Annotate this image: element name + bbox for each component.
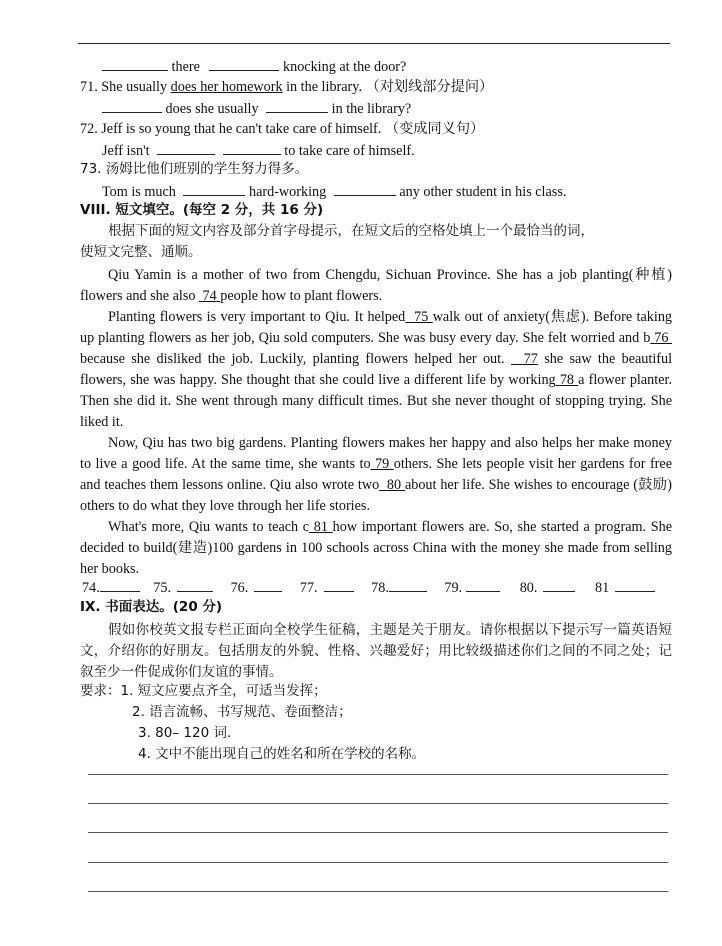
q72-hint: （变成同义句） <box>384 121 485 137</box>
q71-answer-word-2: in the library? <box>331 101 412 117</box>
section-8-instruction-1: 根据下面的短文内容及部分首字母提示，在短文后的空格处填上一个最恰当的词， <box>108 223 594 239</box>
q71-answer-word-1: does she usually <box>165 101 259 117</box>
requirement-2: 2. 语言流畅、书写规范、卷面整洁； <box>132 704 352 720</box>
requirement-3: 3. 80– 120 词. <box>138 725 232 741</box>
q72-answer-word-2: to take care of himself. <box>284 143 415 159</box>
q71-underlined-part: does her homework <box>170 79 283 95</box>
q73-text: 汤姆比他们班别的学生努力得多。 <box>105 161 309 177</box>
question-number: 73. <box>80 161 102 177</box>
q72-answer-word-1: Jeff isn't <box>102 143 150 159</box>
p1-text-a: Qiu Yamin is a mother of two from Chengdu, Sichuan Province. She has a job planting(种植) flowers and she also <box>80 267 672 304</box>
q73-answer-word-1: Tom is much <box>102 184 176 200</box>
writing-line[interactable] <box>88 832 668 833</box>
q73-answer-word-3: any other student in his class. <box>399 184 567 200</box>
answer-blank-78[interactable] <box>389 579 427 592</box>
blank-74[interactable]: 74 <box>202 288 217 304</box>
q71-answer-line <box>102 100 411 117</box>
answer-blank-76[interactable] <box>254 579 282 592</box>
p4-text-c: how important flowers are. So, she started a program. She decided to build(建造)100 gardens in 100 schools across China with the money she made from selling her books. <box>80 519 673 577</box>
p3-text-d: about her life. She wishes to encourage (鼓励) others to do what they love through her life stories. <box>80 477 672 514</box>
passage-paragraph-3 <box>80 433 672 517</box>
question-number: 72. <box>80 121 98 137</box>
top-rule <box>78 43 670 44</box>
requirements-label: 要求： <box>80 683 121 699</box>
answer-blank[interactable] <box>209 58 279 71</box>
p4-text-a: What's more, Qiu wants to teach c <box>108 519 310 535</box>
q71-hint: （对划线部分提问） <box>365 79 494 95</box>
p2-text-d: because she disliked the job. Luckily, planting flowers helped her out. <box>80 351 505 367</box>
answer-label-75: 75. <box>153 580 172 596</box>
p2-text-e: she saw the beautiful flowers, she was happy. She thought that she could live a different life by working <box>80 351 673 388</box>
blank-79[interactable]: 79 <box>375 456 390 472</box>
answer-label-77: 77. <box>299 580 318 596</box>
q70-word-2: knocking at the door? <box>283 59 407 75</box>
q70-answer-line <box>102 58 406 75</box>
passage-paragraph-1 <box>80 265 672 307</box>
q72-answer-line <box>102 142 415 159</box>
answer-blank[interactable] <box>183 183 245 196</box>
q73-question <box>80 162 308 178</box>
answer-blank-75[interactable] <box>177 579 213 592</box>
q73-answer-line <box>102 183 566 200</box>
writing-line[interactable] <box>88 891 668 892</box>
answer-blank-80[interactable] <box>543 579 575 592</box>
blank-81[interactable]: 81 <box>313 519 328 535</box>
answer-blank-74[interactable] <box>100 579 140 592</box>
p2-text-c: walk out of anxiety(焦虑). Before taking up planting flowers as her job, Qiu sold computers. She was busy every day. She felt worried and b <box>80 309 673 346</box>
answer-row <box>82 579 655 597</box>
answer-blank-77[interactable] <box>324 579 354 592</box>
blank-78[interactable]: 78 <box>559 372 574 388</box>
q72-question <box>80 121 484 137</box>
writing-line[interactable] <box>88 803 668 804</box>
answer-blank[interactable] <box>102 100 162 113</box>
requirements-row-1 <box>80 684 327 700</box>
answer-blank[interactable] <box>266 100 328 113</box>
writing-line[interactable] <box>88 774 668 775</box>
answer-blank[interactable] <box>157 142 215 155</box>
passage-paragraph-2 <box>80 307 672 433</box>
p2-text-a: Planting flowers is very important to Qiu. It helped <box>108 309 406 325</box>
blank-75[interactable]: 75 <box>414 309 429 325</box>
writing-line[interactable] <box>88 862 668 863</box>
p2-text-f: a flower planter. Then she did it. She went through many difficult times. But she never thought of stopping trying. She liked it. <box>80 372 672 430</box>
q71-text-post: in the library. <box>286 79 362 95</box>
requirement-1: 1. 短文应要点齐全，可适当发挥； <box>120 683 327 699</box>
q72-text: Jeff is so young that he can't take care of himself. <box>101 121 382 137</box>
answer-label-79: 79. <box>444 580 463 596</box>
answer-label-81: 81 <box>594 580 610 596</box>
blank-76[interactable]: 76 <box>654 330 669 346</box>
answer-blank[interactable] <box>102 58 168 71</box>
answer-blank[interactable] <box>223 142 281 155</box>
p3-text-a: Now, Qiu has two big gardens. Planting flowers makes her happy and also helps her make money to live a good life. At the same time, she wants to <box>80 435 672 472</box>
p3-text-c: others. She lets people visit her gardens for free and teaches them lessons online. Qiu also wrote two <box>80 456 673 493</box>
q71-text-pre: She usually <box>101 79 168 95</box>
section-9-prompt: 假如你校英文报专栏正面向全校学生征稿，主题是关于朋友。请你根据以下提示写一篇英语短文，介绍你的好朋友。包括朋友的外貌、性格、兴趣爱好；用比较级描述你们之间的不同之处；记叙至少一件促成你们友谊的事情。 <box>80 622 672 680</box>
section-9-title: IX. 书面表达。(20 分) <box>80 599 223 615</box>
requirement-4: 4. 文中不能出现自己的姓名和所在学校的名称。 <box>138 746 426 762</box>
answer-label-74: 74. <box>82 580 100 596</box>
answer-blank-81[interactable] <box>615 579 655 592</box>
answer-label-76: 76. <box>230 580 249 596</box>
blank-80[interactable]: 80 <box>386 477 402 493</box>
answer-blank-79[interactable] <box>466 579 500 592</box>
question-number: 71. <box>80 79 98 95</box>
answer-label-78: 78. <box>371 580 389 596</box>
answer-blank[interactable] <box>334 183 396 196</box>
p1-text-c: people how to plant flowers. <box>220 288 383 304</box>
section-8-instruction-2: 使短文完整、通顺。 <box>80 244 202 260</box>
q73-answer-word-2: hard-working <box>248 184 327 200</box>
section-8-title: VIII. 短文填空。(每空 2 分，共 16 分) <box>80 202 324 218</box>
blank-77[interactable]: 77 <box>523 351 538 367</box>
q71-question <box>80 79 493 95</box>
passage-paragraph-4 <box>80 517 672 580</box>
q70-word-1: there <box>171 59 200 75</box>
answer-label-80: 80. <box>519 580 538 596</box>
